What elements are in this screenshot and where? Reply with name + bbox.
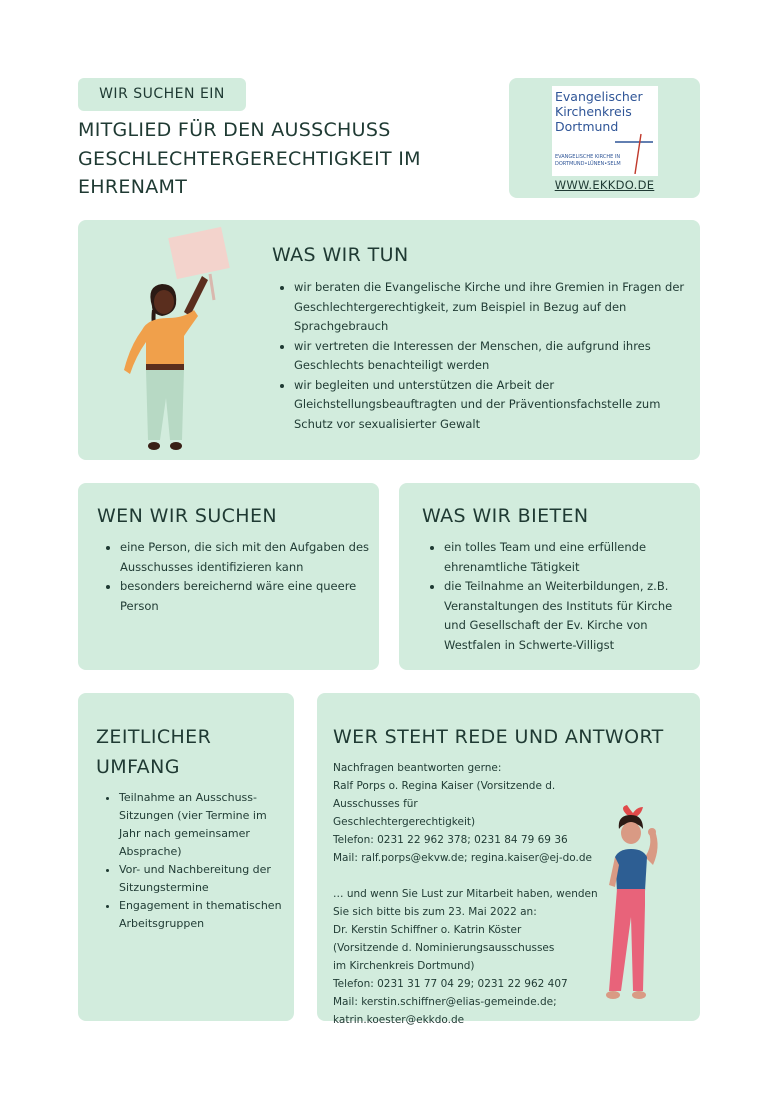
- logo-sub-2: DORTMUND•LÜNEN•SELM: [555, 161, 621, 167]
- list-item: • wir vertreten die Interessen der Menschen, die aufgrund ihres Geschlechts benachteiligt werden: [294, 337, 688, 376]
- list-was-wir-tun: [276, 278, 688, 434]
- contact-line: im Kirchenkreis Dortmund): [333, 960, 475, 972]
- list-item: • Vor- und Nachbereitung der Sitzungstermine: [119, 861, 291, 897]
- website-link[interactable]: WWW.EKKDO.DE: [554, 178, 655, 192]
- list-was-wir-bieten: [426, 538, 696, 655]
- contact-mail: katrin.koester@ekkdo.de: [333, 1014, 465, 1026]
- logo-line-2: Kirchenkreis: [555, 104, 632, 119]
- list-wen-wir-suchen: [102, 538, 370, 616]
- list-item: • eine Person, die sich mit den Aufgaben des Ausschusses identifizieren kann: [120, 538, 370, 577]
- logo-panel: [509, 78, 700, 198]
- contact-line: Ralf Porps o. Regina Kaiser (Vorsitzende d. Ausschusses für: [333, 780, 556, 810]
- section-title-was-wir-tun: WAS WIR TUN: [272, 244, 409, 266]
- contact-phone: Telefon: 0231 22 962 378; 0231 84 79 69 36: [333, 834, 568, 846]
- woman-flexing-illustration: [601, 805, 667, 1001]
- list-zeitlicher-umfang: [101, 789, 291, 933]
- list-item: • wir beraten die Evangelische Kirche und ihre Gremien in Fragen der Geschlechtergerechtigkeit, zum Beispiel in Bezug auf den Sprachgebrauch: [294, 278, 688, 337]
- contact-line: (Vorsitzende d. Nominierungsausschusses: [333, 942, 555, 954]
- section-title-wen-wir-suchen: WEN WIR SUCHEN: [97, 505, 278, 527]
- woman-with-sign-illustration: [114, 226, 239, 454]
- section-title-zeitlicher-umfang: ZEITLICHER UMFANG: [96, 726, 212, 778]
- page-title: MITGLIED FÜR DEN AUSSCHUSS GESCHLECHTERGERECHTIGKEIT IM EHRENAMT: [78, 119, 421, 198]
- contact-phone: Telefon: 0231 31 77 04 29; 0231 22 962 407: [333, 978, 568, 990]
- section-was-wir-tun: [78, 220, 700, 460]
- contact-mail: Mail: kerstin.schiffner@elias-gemeinde.de;: [333, 996, 557, 1008]
- section-zeitlicher-umfang: [78, 693, 294, 1021]
- logo-line-3: Dortmund: [555, 119, 619, 134]
- list-item: • ein tolles Team und eine erfüllende ehrenamtliche Tätigkeit: [444, 538, 696, 577]
- list-item: • wir begleiten und unterstützen die Arbeit der Gleichstellungsbeauftragten und der Präventionsfachstelle zum Schutz vor sexualisierter Gewalt: [294, 376, 688, 435]
- section-kontakt: [317, 693, 700, 1026]
- contact-mail: Mail: ralf.porps@ekvw.de; regina.kaiser@ej-do.de: [333, 852, 592, 864]
- church-logo: [552, 86, 658, 176]
- contact-line: Geschlechtergerechtigkeit): [333, 816, 476, 828]
- list-item: • Engagement in thematischen Arbeitsgruppen: [119, 897, 291, 933]
- section-was-wir-bieten: [399, 483, 700, 670]
- list-item: • Teilnahme an Ausschuss-Sitzungen (vier Termine im Jahr nach gemeinsamer Absprache): [119, 789, 291, 861]
- list-item: • besonders bereichernd wäre eine queere Person: [120, 577, 370, 616]
- section-wen-wir-suchen: [78, 483, 379, 670]
- logo-sub-1: EVANGELISCHE KIRCHE IN: [555, 154, 621, 160]
- section-title-was-wir-bieten: WAS WIR BIETEN: [422, 505, 589, 527]
- logo-line-1: Evangelischer: [555, 89, 643, 104]
- contact-line: Sie sich bitte bis zum 23. Mai 2022 an:: [333, 906, 537, 918]
- header-tag: WIR SUCHEN EIN: [78, 78, 246, 111]
- contact-text: [333, 759, 623, 1029]
- section-title-kontakt: WER STEHT REDE UND ANTWORT: [333, 726, 664, 748]
- contact-line: Dr. Kerstin Schiffner o. Katrin Köster: [333, 924, 522, 936]
- cross-icon: [614, 130, 654, 174]
- list-item: • die Teilnahme an Weiterbildungen, z.B. Veranstaltungen des Instituts für Kirche und Gesellschaft der Ev. Kirche von Westfalen in Schwerte-Villigst: [444, 577, 696, 655]
- contact-line: … und wenn Sie Lust zur Mitarbeit haben, wenden: [333, 888, 598, 900]
- contact-line: Nachfragen beantworten gerne:: [333, 762, 502, 774]
